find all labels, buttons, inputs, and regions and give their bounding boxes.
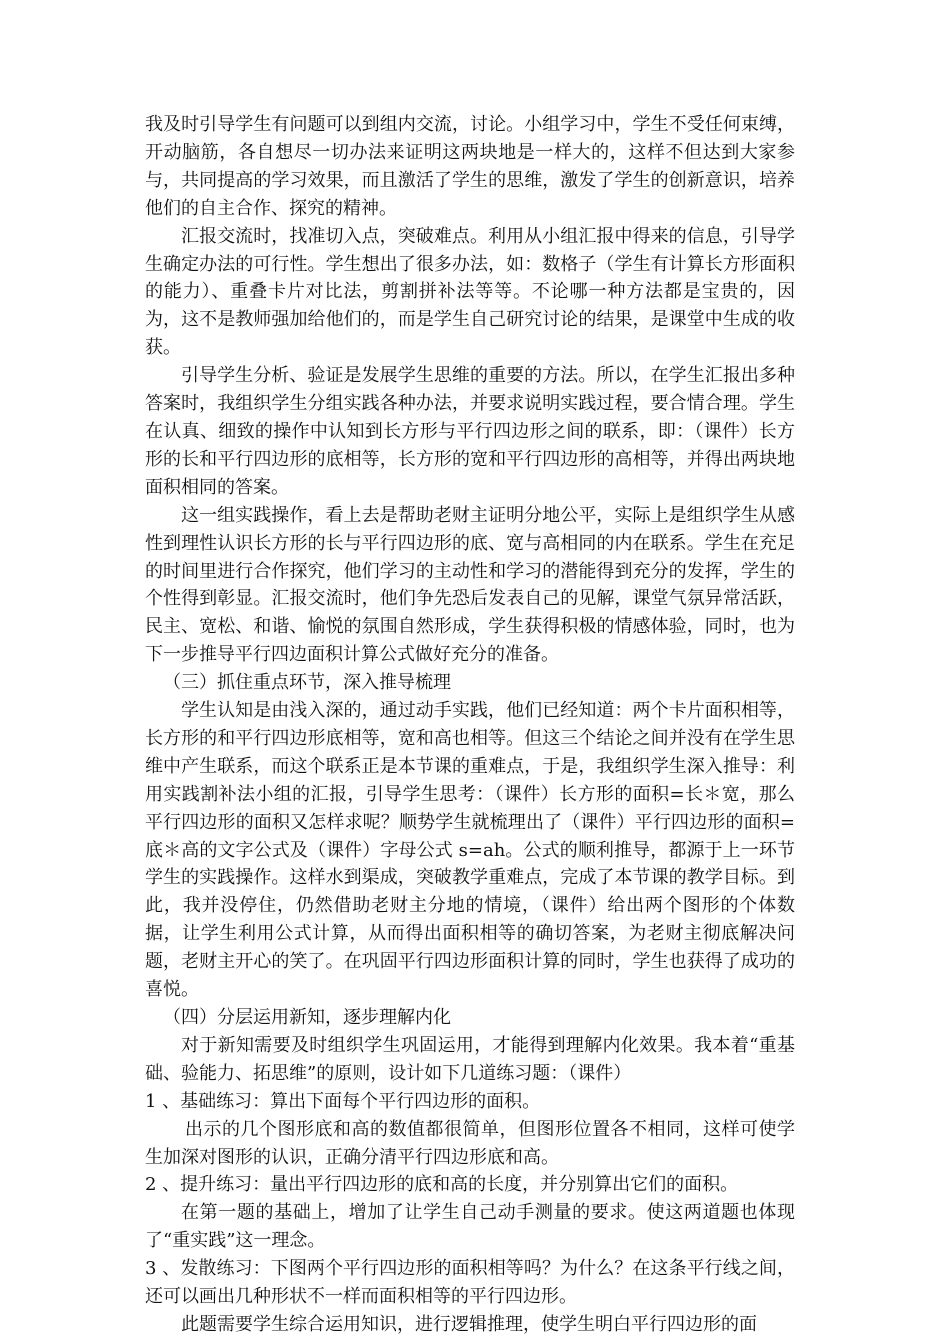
document-page [145,111,795,1339]
section-heading-4: （四）分层运用新知，逐步理解内化 [163,1007,451,1028]
paragraph-derivation: 学生认知是由浅入深的，通过动手实践，他们已经知道：两个卡片面积相等，长方形的和平行四边形底相等，宽和高也相等。但这三个结论之间并没有在学生思维中产生联系，而这个联系正是本节课的重难点，于是，我组织学生深入推导：利用实践割补法小组的汇报，引导学生思考：（课件）长方形的面积=长＊宽，那么平行四边形的面积又怎样求呢？顺势学生就梳理出了（课件）平行四边形的面积=底＊高的文字公式及（课件）字母公式 s=ah。公式的顺利推导，都源于上一环节学生的实践操作。这样水到渠成，突破教学重难点，完成了本节课的教学目标。到此，我并没停住，仍然借助老财主分地的情境，（课件）给出两个图形的个体数据，让学生利用公式计算，从而得出面积相等的确切答案，为老财主彻底解决问题，老财主开心的笑了。在巩固平行四边形面积计算的同时，学生也获得了成功的喜悦。 [145,700,795,1001]
exercise-1-note: 出示的几个图形底和高的数值都很简单，但图形位置各不相同，这样可使学生加深对图形的认识，正确分清平行四边形底和高。 [145,1118,795,1168]
exercise-2: 2 、提升练习：量出平行四边形的底和高的长度，并分别算出它们的面积。 [145,1174,739,1196]
paragraph-analysis-verification: 引导学生分析、验证是发展学生思维的重要的方法。所以，在学生汇报出多种答案时，我组织学生分组实践各种办法，并要求说明实践过程，要合情合理。学生在认真、细致的操作中认知到长方形与平行四边形之间的联系，即：（课件）长方形的长和平行四边形的底相等，长方形的宽和平行四边形的高相等，并得出两块地面积相同的答案。 [145,365,795,498]
paragraph-continuation: 我及时引导学生有问题可以到组内交流，讨论。小组学习中，学生不受任何束缚，开动脑筋，各自想尽一切办法来证明这两块地是一样大的，这样不但达到大家参与，共同提高的学习效果，而且激活了学生的思维，激发了学生的创新意识，培养他们的自主合作、探究的精神。 [145,114,795,219]
paragraph-consolidation: 对于新知需要及时组织学生巩固运用，才能得到理解内化效果。我本着“重基础、验能力、拓思维”的原则，设计如下几道练习题：（课件） [145,1034,795,1084]
exercise-3: 3 、发散练习：下图两个平行四边形的面积相等吗？为什么？在这条平行线之间，还可以画出几种形状不一样而面积相等的平行四边形。 [145,1258,795,1308]
exercise-1: 1 、基础练习：算出下面每个平行四边形的面积。 [145,1090,541,1112]
paragraph-report-exchange: 汇报交流时，找准切入点，突破难点。利用从小组汇报中得来的信息，引导学生确定办法的可行性。学生想出了很多办法，如：数格子（学生有计算长方形面积的能力）、重叠卡片对比法，剪割拼补法等等。不论哪一种方法都是宝贵的，因为，这不是教师强加给他们的，而是学生自己研究讨论的结果，是课堂中生成的收获。 [145,225,795,359]
exercise-3-note: 此题需要学生综合运用知识，进行逻辑推理，使学生明白平行四边形的面 [181,1313,757,1335]
exercise-2-note: 在第一题的基础上，增加了让学生自己动手测量的要求。使这两道题也体现了“重实践”这一理念。 [145,1202,795,1252]
section-heading-3: （三）抓住重点环节，深入推导梳理 [163,672,451,694]
paragraph-practice-operation: 这一组实践操作，看上去是帮助老财主证明分地公平，实际上是组织学生从感性到理性认识长方形的长与平行四边形的底、宽与高相同的内在联系。学生在充足的时间里进行合作探究，他们学习的主动性和学习的潜能得到充分的发挥，学生的个性得到彰显。汇报交流时，他们争先恐后发表自己的见解，课堂气氛异常活跃，民主、宽松、和谐、愉悦的氛围自然形成，学生获得积极的情感体验，同时，也为下一步推导平行四边面积计算公式做好充分的准备。 [145,504,795,666]
